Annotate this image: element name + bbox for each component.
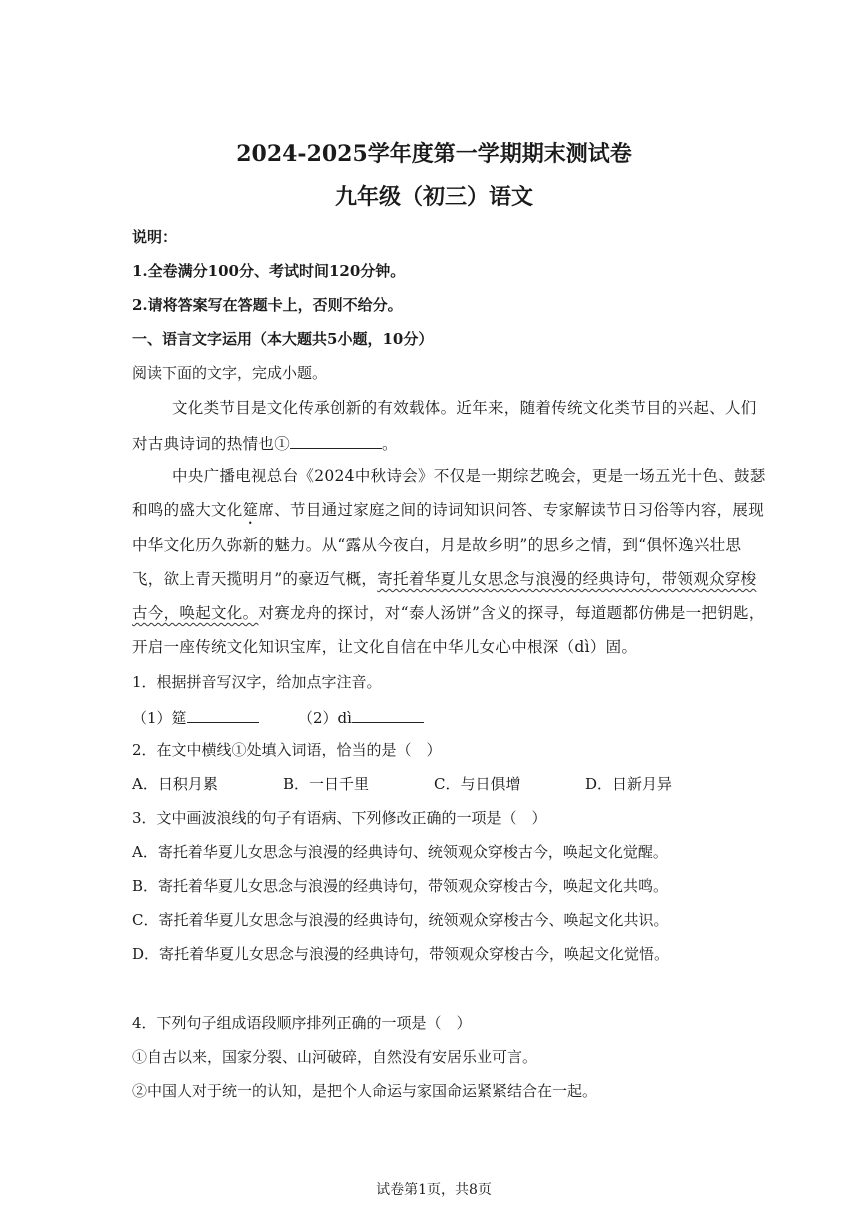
passage-text: 对赛龙舟的探讨，对“泰人汤饼”含义的探寻，每道题都仿佛是一把钥匙， bbox=[258, 604, 765, 622]
option-a[interactable]: A．寄托着华夏儿女思念与浪漫的经典诗句、统领观众穿梭古今，唤起文化觉醒。 bbox=[132, 843, 668, 861]
question-1-part-1 bbox=[132, 706, 259, 728]
question-1-part-2 bbox=[298, 706, 424, 728]
option-b[interactable]: B．寄托着华夏儿女思念与浪漫的经典诗句，带领观众穿梭古今，唤起文化共鸣。 bbox=[132, 877, 669, 895]
answer-blank bbox=[352, 706, 424, 723]
page-subtitle: 九年级（初三）语文 bbox=[334, 184, 533, 210]
option-d[interactable]: D．日新月异 bbox=[585, 775, 673, 793]
question-4-stem: 4．下列句子组成语段顺序排列正确的一项是（ ） bbox=[132, 1014, 472, 1032]
sentence-1: ①自古以来，国家分裂、山河破碎，自然没有安居乐业可言。 bbox=[132, 1048, 538, 1066]
passage-text: 。 bbox=[382, 435, 398, 453]
option-d[interactable]: D．寄托着华夏儿女思念与浪漫的经典诗句，带领观众穿梭古今，唤起文化觉悟。 bbox=[132, 945, 670, 963]
passage-line bbox=[132, 603, 765, 623]
option-c[interactable]: C．寄托着华夏儿女思念与浪漫的经典诗句，统领观众穿梭古今、唤起文化共识。 bbox=[132, 911, 669, 929]
passage-line: 中央广播电视总台《2024中秋诗会》不仅是一期综艺晚会，更是一场五光十色、鼓瑟 bbox=[172, 467, 766, 485]
wavy-underline-sentence: 寄托着华夏儿女思念与浪漫的经典诗句，带领观众穿梭 bbox=[377, 570, 757, 588]
passage-line: 开启一座传统文化知识宝库，让文化自信在中华儿女心中根深（dì）固。 bbox=[132, 638, 638, 656]
question-1-part-2-label: （2）dì bbox=[298, 709, 352, 727]
question-3-stem: 3．文中画波浪线的句子有语病、下列修改正确的一项是（ ） bbox=[132, 809, 547, 827]
question-1-stem: 1．根据拼音写汉字，给加点字注音。 bbox=[132, 673, 382, 691]
question-2-stem: 2．在文中横线①处填入词语，恰当的是（ ） bbox=[132, 741, 442, 759]
section-heading: 一、语言文字运用（本大题共5小题，10分） bbox=[132, 330, 434, 348]
section-intro: 阅读下面的文字，完成小题。 bbox=[132, 364, 328, 382]
page-footer: 试卷第1页，共8页 bbox=[376, 1182, 492, 1198]
instructions-heading: 说明： bbox=[132, 228, 178, 246]
instruction-item-2: 2.请将答案写在答题卡上，否则不给分。 bbox=[132, 296, 403, 314]
option-a[interactable]: A．日积月累 bbox=[132, 775, 218, 793]
passage-line bbox=[132, 500, 764, 528]
passage-line: 文化类节目是文化传承创新的有效载体。近年来，随着传统文化类节目的兴起、人们 bbox=[172, 399, 757, 417]
instruction-item-1: 1.全卷满分100分、考试时间120分钟。 bbox=[132, 262, 406, 280]
passage-text: 席、节目通过家庭之间的诗词知识问答、专家解读节日习俗等内容，展现 bbox=[258, 501, 765, 519]
sentence-2: ②中国人对于统一的认知，是把个人命运与家国命运紧紧结合在一起。 bbox=[132, 1082, 598, 1100]
passage-text: 对古典诗词的热情也① bbox=[132, 435, 291, 453]
passage-line bbox=[132, 432, 398, 454]
passage-text: 和鸣的盛大文化 bbox=[132, 501, 243, 519]
answer-blank bbox=[187, 706, 259, 723]
question-1-part-1-label: （1）筵 bbox=[132, 709, 187, 727]
passage-line bbox=[132, 569, 756, 589]
passage-text: 飞，欲上青天揽明月”的豪迈气概， bbox=[132, 570, 378, 588]
dotted-character: 筵 bbox=[242, 501, 259, 519]
option-b[interactable]: B．一日千里 bbox=[283, 775, 370, 793]
answer-blank bbox=[290, 432, 382, 449]
wavy-underline-sentence: 古今，唤起文化。 bbox=[132, 604, 259, 622]
option-c[interactable]: C．与日俱增 bbox=[434, 775, 521, 793]
passage-line: 中华文化历久弥新的魅力。从“露从今夜白，月是故乡明”的思乡之情，到“俱怀逸兴壮思 bbox=[132, 536, 742, 554]
page-title: 2024-2025学年度第一学期期末测试卷 bbox=[236, 141, 632, 167]
